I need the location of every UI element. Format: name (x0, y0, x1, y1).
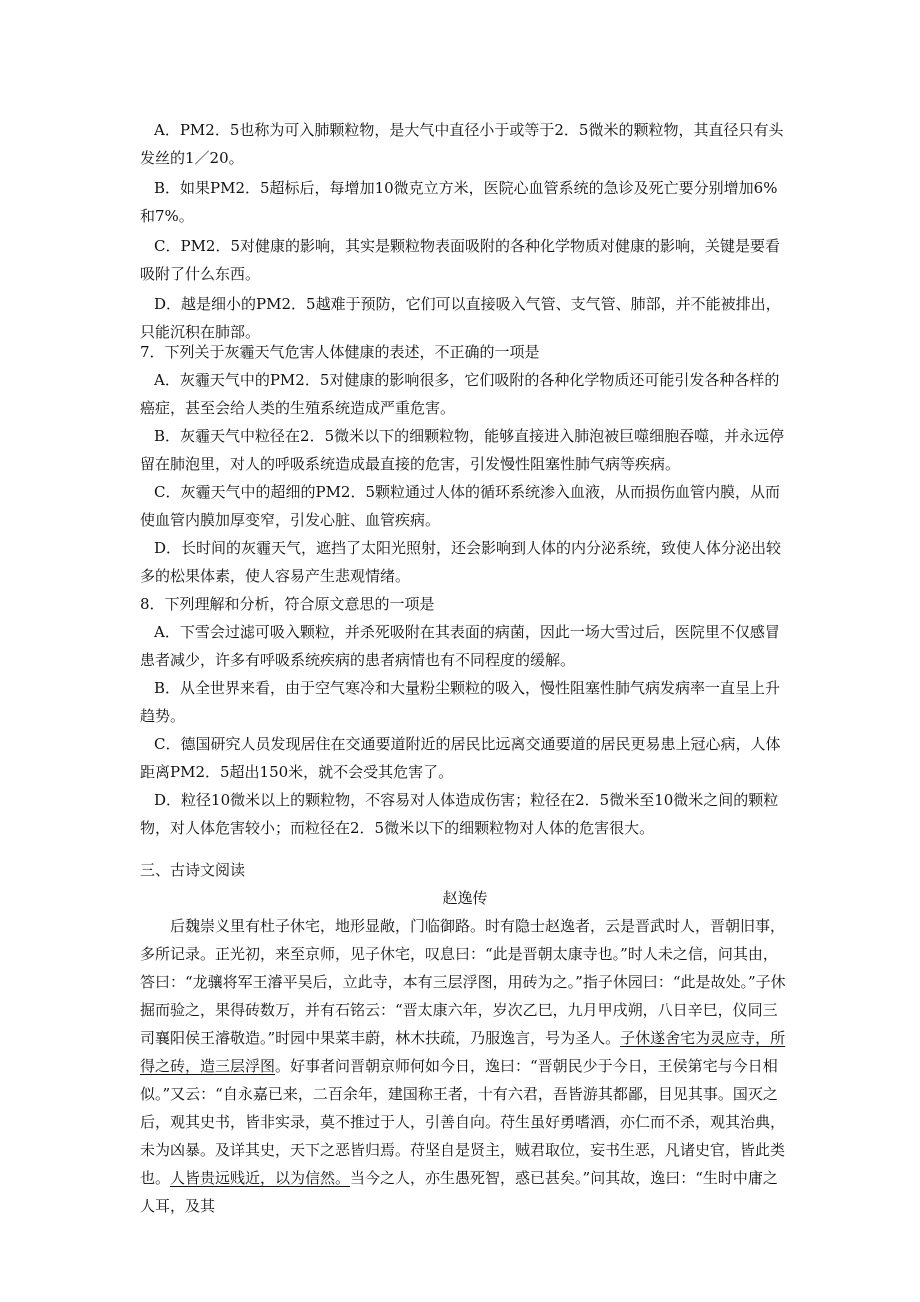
question-8 (140, 590, 790, 842)
option-a: A．灰霾天气中的PM2．5对健康的影响很多，它们吸附的各种化学物质还可能引发各种各样的癌症，甚至会给人类的生殖系统造成严重危害。 (140, 371, 780, 417)
option-c: C．PM2．5对健康的影响，其实是颗粒物表面吸附的各种化学物质对健康的影响，关键是要看吸附了什么东西。 (140, 237, 781, 283)
passage-title: 赵逸传 (442, 889, 488, 907)
passage-text-2: 。好事者问晋朝京师何如今日，逸曰：“晋朝民少于今日，王侯第宅与今日相似。”又云：“自永嘉已来，二百余年，建国称王者，十有六君，吾皆游其都鄙，目见其事。国灭之后，观其史书，皆非实录，莫不推过于人，引善自向。苻生虽好勇嗜酒，亦仁而不杀，观其治典，未为凶暴。及详其史，天下之恶皆归焉。苻坚自是贤主，贼君取位，妄书生恶，凡诸史官，皆此类也。 (140, 1057, 786, 1187)
option-b: B．从全世界来看，由于空气寒冷和大量粉尘颗粒的吸入，慢性阻塞性肺气病发病率一直呈上升趋势。 (140, 679, 781, 725)
question-stem: 7．下列关于灰霾天气危害人体健康的表述，不正确的一项是 (140, 343, 540, 361)
option-b: B．灰霾天气中粒径在2．5微米以下的细颗粒物，能够直接进入肺泡被巨噬细胞吞噬，并永远停留在肺泡里，对人的呼吸系统造成最直接的危害，引发慢性阻塞性肺气病等疾病。 (140, 427, 785, 473)
option-b: B．如果PM2．5超标后，每增加10微克立方米，医院心血管系统的急诊及死亡要分别增加6%和7%。 (140, 179, 778, 225)
passage-text-3: 当今之人，亦生愚死智，惑已甚矣。”问其故，逸曰：“生时中庸之人耳，及其 (140, 1169, 778, 1215)
option-c: C．灰霾天气中的超细的PM2．5颗粒通过人体的循环系统渗入血液，从而损伤血管内膜，从而使血管内膜加厚变窄，引发心脏、血管疾病。 (140, 483, 781, 529)
option-c: C．德国研究人员发现居住在交通要道附近的居民比远离交通要道的居民更易患上冠心病，人体距离PM2．5超出150米，就不会受其危害了。 (140, 735, 781, 781)
passage-body (140, 912, 790, 1220)
option-a: A．下雪会过滤可吸入颗粒，并杀死吸附在其表面的病菌，因此一场大雪过后，医院里不仅感冒患者减少，许多有呼吸系统疾病的患者病情也有不同程度的缓解。 (140, 623, 780, 669)
question-7 (140, 338, 790, 590)
passage-text-1: 后魏崇义里有杜子休宅，地形显敞，门临御路。时有隐士赵逸者，云是晋武时人，晋朝旧事，多所记录。正光初，来至京师，见子休宅，叹息曰：“此是晋朝太康寺也。”时人未之信，问其由，答曰：“龙骧将军王濬平吴后，立此寺，本有三层浮图，用砖为之。”指子休园曰：“此是故处。”子休掘而验之，果得砖数万，并有石铭云：“晋太康六年，岁次乙巳，九月甲戌朔，八日辛巳，仪同三司襄阳侯王濬敬造。”时园中果菜丰蔚，林木扶疏，乃服逸言，号为圣人。 (140, 917, 786, 1047)
underlined-sentence-2: 人皆贵远贱近，以为信然。 (170, 1169, 351, 1187)
option-d: D．长时间的灰霾天气，遮挡了太阳光照射，还会影响到人体的内分泌系统，致使人体分泌出较多的松果体素，使人容易产生悲观情绪。 (140, 539, 782, 585)
question-6-options (140, 116, 790, 346)
section-heading: 三、古诗文阅读 (140, 861, 246, 879)
section-classical-reading (140, 856, 790, 1220)
option-d: D．粒径10微米以上的颗粒物，不容易对人体造成伤害；粒径在2．5微米至10微米之间的颗粒物，对人体危害较小；而粒径在2．5微米以下的细颗粒物对人体的危害很大。 (140, 791, 779, 837)
option-a: A．PM2．5也称为可入肺颗粒物，是大气中直径小于或等于2．5微米的颗粒物，其直径只有头发丝的1／20。 (140, 121, 784, 167)
option-d: D．越是细小的PM2．5越难于预防，它们可以直接吸入气管、支气管、肺部，并不能被排出，只能沉积在肺部。 (140, 295, 781, 341)
question-stem: 8．下列理解和分析，符合原文意思的一项是 (140, 595, 435, 613)
underlined-sentence-1: 子休遂舍宅为灵应寺，所得之砖，造三层浮图 (140, 1029, 786, 1075)
